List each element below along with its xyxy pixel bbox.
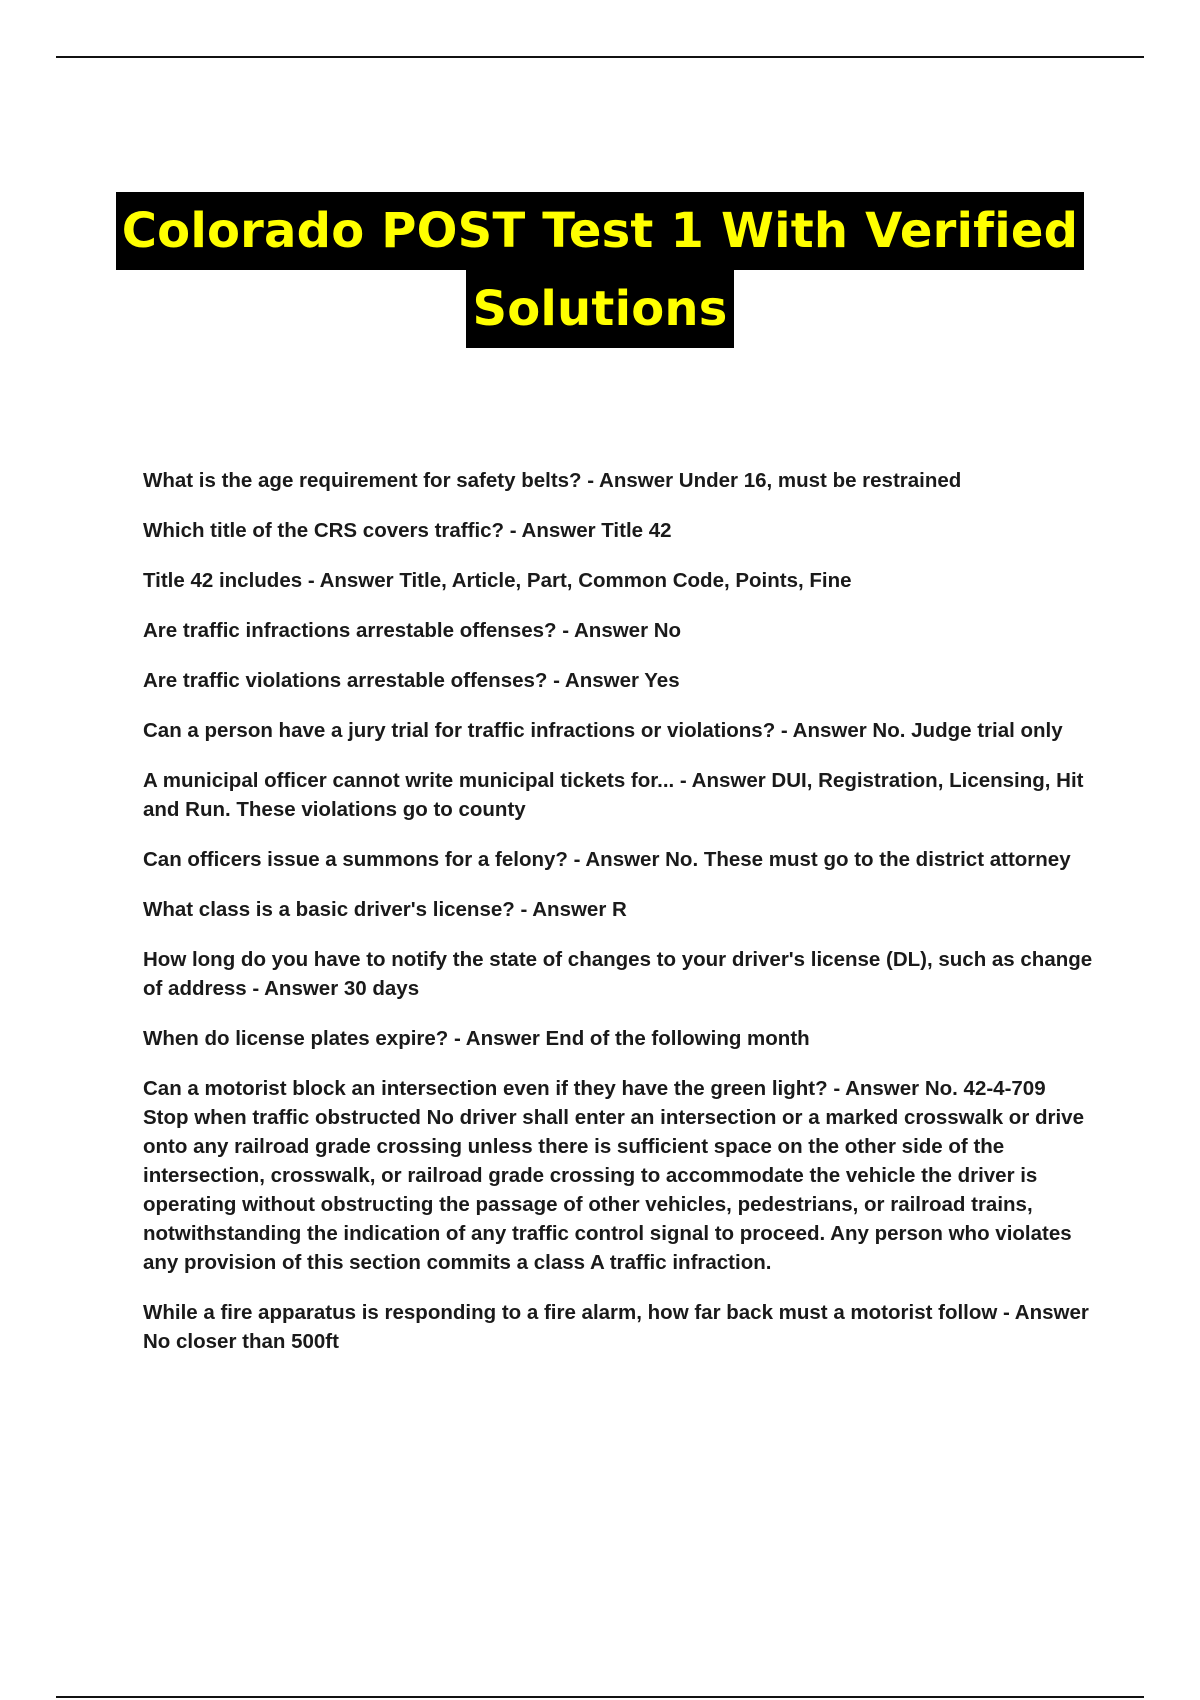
top-rule: [56, 56, 1144, 58]
qa-item: Can a person have a jury trial for traffic infractions or violations? - Answer No. Judge trial only: [143, 719, 1063, 742]
qa-item: What is the age requirement for safety belts? - Answer Under 16, must be restrained: [143, 469, 962, 492]
qa-item: When do license plates expire? - Answer End of the following month: [143, 1027, 810, 1050]
qa-item: While a fire apparatus is responding to a fire alarm, how far back must a motorist follow - Answer No closer than 500ft: [143, 1301, 1089, 1353]
document-title: [100, 192, 1100, 348]
title-line-2: Solutions: [466, 270, 733, 348]
qa-item: Title 42 includes - Answer Title, Article, Part, Common Code, Points, Fine: [143, 569, 852, 592]
qa-item: Can a motorist block an intersection even if they have the green light? - Answer No. 42-4-709 Stop when traffic obstructed No driver shall enter an intersection or a marked crosswalk or drive onto any railroad grade crossing unless there is sufficient space on the other side of the intersection, crosswalk, or railroad grade crossing to accommodate the vehicle the driver is operating without obstructing the passage of other vehicles, pedestrians, or railroad trains, notwithstanding the indication of any traffic control signal to proceed. Any person who violates any provision of this section commits a class A traffic infraction.: [143, 1077, 1084, 1274]
qa-item: Which title of the CRS covers traffic? - Answer Title 42: [143, 519, 672, 542]
qa-item: Are traffic infractions arrestable offenses? - Answer No: [143, 619, 682, 642]
bottom-rule: [56, 1696, 1144, 1698]
title-line-1: Colorado POST Test 1 With Verified: [116, 192, 1085, 270]
qa-item: Are traffic violations arrestable offenses? - Answer Yes: [143, 669, 680, 692]
qa-item: Can officers issue a summons for a felony? - Answer No. These must go to the district attorney: [143, 848, 1071, 871]
qa-item: What class is a basic driver's license? - Answer R: [143, 898, 627, 921]
qa-item: A municipal officer cannot write municipal tickets for... - Answer DUI, Registration, Licensing, Hit and Run. These violations go to county: [143, 769, 1084, 821]
qa-item: How long do you have to notify the state of changes to your driver's license (DL), such as change of address - Answer 30 days: [143, 948, 1093, 1000]
qa-list: [143, 466, 1093, 1377]
